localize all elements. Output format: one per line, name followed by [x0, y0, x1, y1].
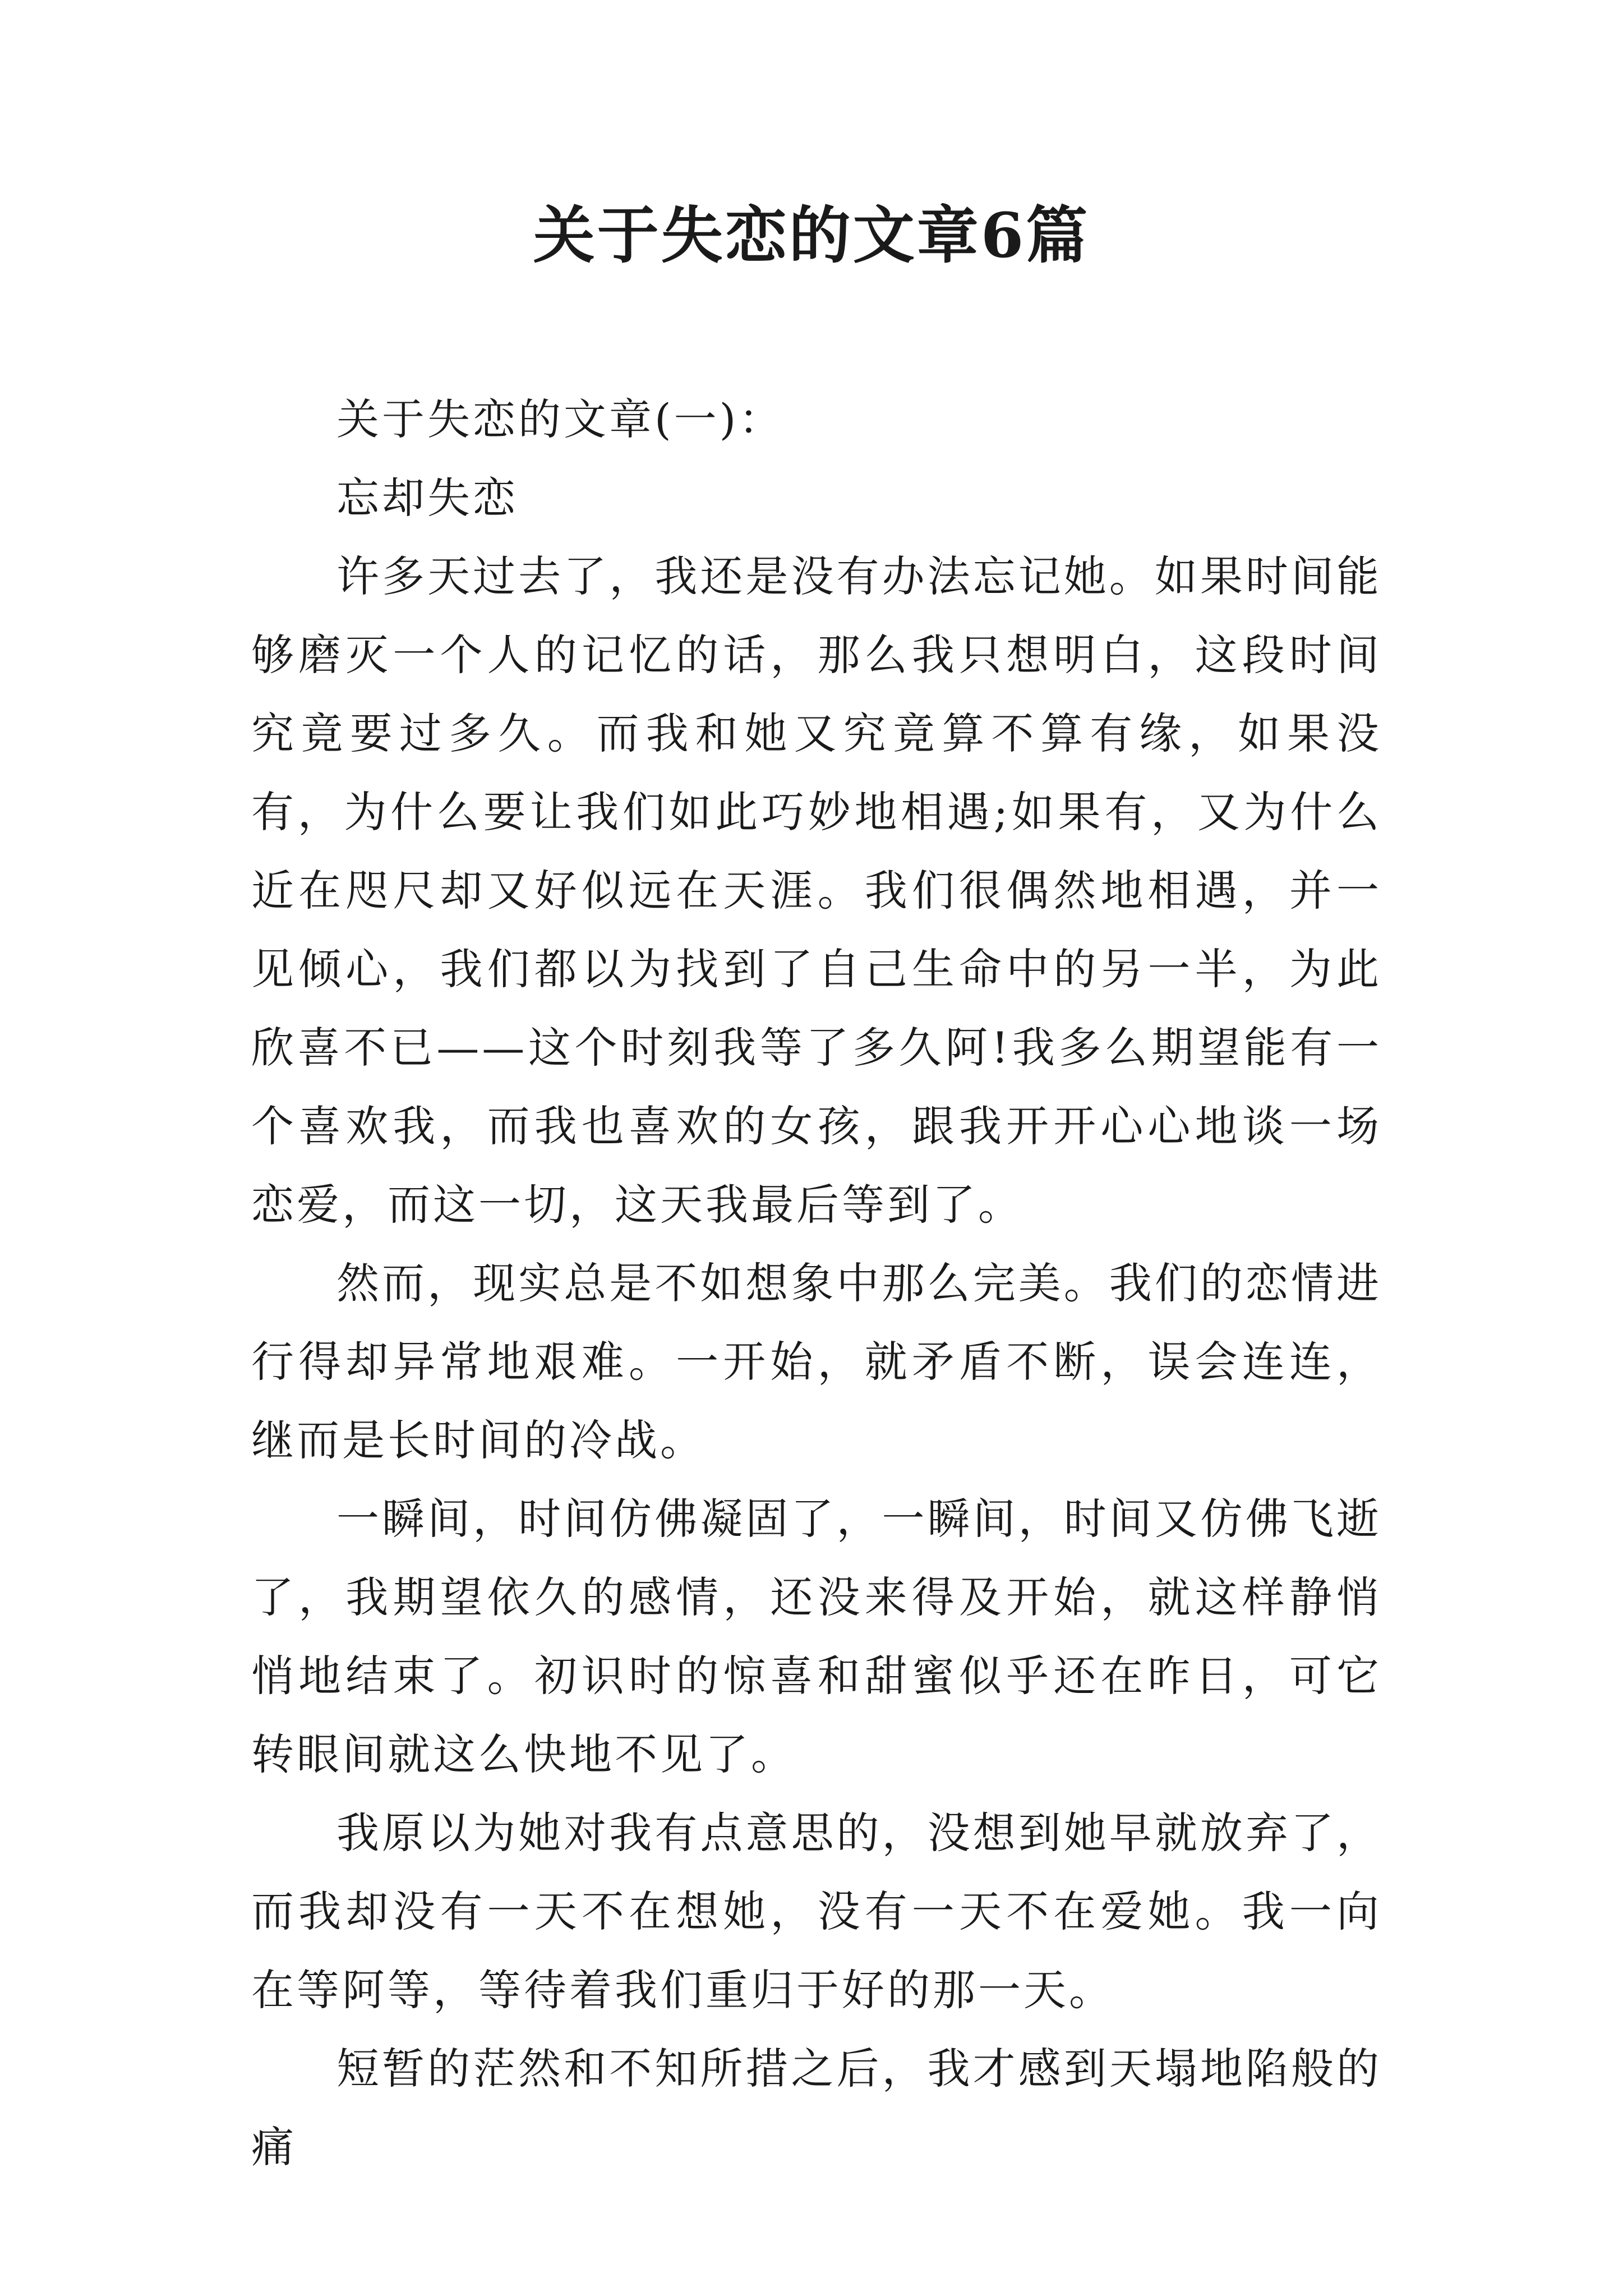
paragraph: 我原以为她对我有点意思的，没想到她早就放弃了，而我却没有一天不在想她，没有一天不在爱她。我一向在等阿等，等待着我们重归于好的那一天。	[251, 1808, 1382, 2015]
essay-title: 忘却失恋	[336, 473, 518, 523]
document-title: 关于失恋的文章6篇	[533, 199, 1090, 272]
paragraph: 然而，现实总是不如想象中那么完美。我们的恋情进行得却异常地艰难。一开始，就矛盾不断，误会连连，继而是长时间的冷战。	[251, 1258, 1382, 1465]
section-heading: 关于失恋的文章(一)：	[336, 394, 785, 444]
document-body	[251, 380, 1382, 2187]
paragraph: 许多天过去了，我还是没有办法忘记她。如果时间能够磨灭一个人的记忆的话，那么我只想明白，这段时间究竟要过多久。而我和她又究竟算不算有缘，如果没有，为什么要让我们如此巧妙地相遇;如果有，又为什么近在咫尺却又好似远在天涯。我们很偶然地相遇，并一见倾心，我们都以为找到了自己生命中的另一半，为此欣喜不已——这个时刻我等了多久阿!我多么期望能有一个喜欢我，而我也喜欢的女孩，跟我开开心心地谈一场恋爱，而这一切，这天我最后等到了。	[251, 551, 1382, 1230]
paragraph: 短暂的茫然和不知所措之后，我才感到天塌地陷般的痛	[251, 2044, 1382, 2172]
paragraph: 一瞬间，时间仿佛凝固了，一瞬间，时间又仿佛飞逝了，我期望依久的感情，还没来得及开始，就这样静悄悄地结束了。初识时的惊喜和甜蜜似乎还在昨日，可它转眼间就这么快地不见了。	[251, 1494, 1382, 1779]
